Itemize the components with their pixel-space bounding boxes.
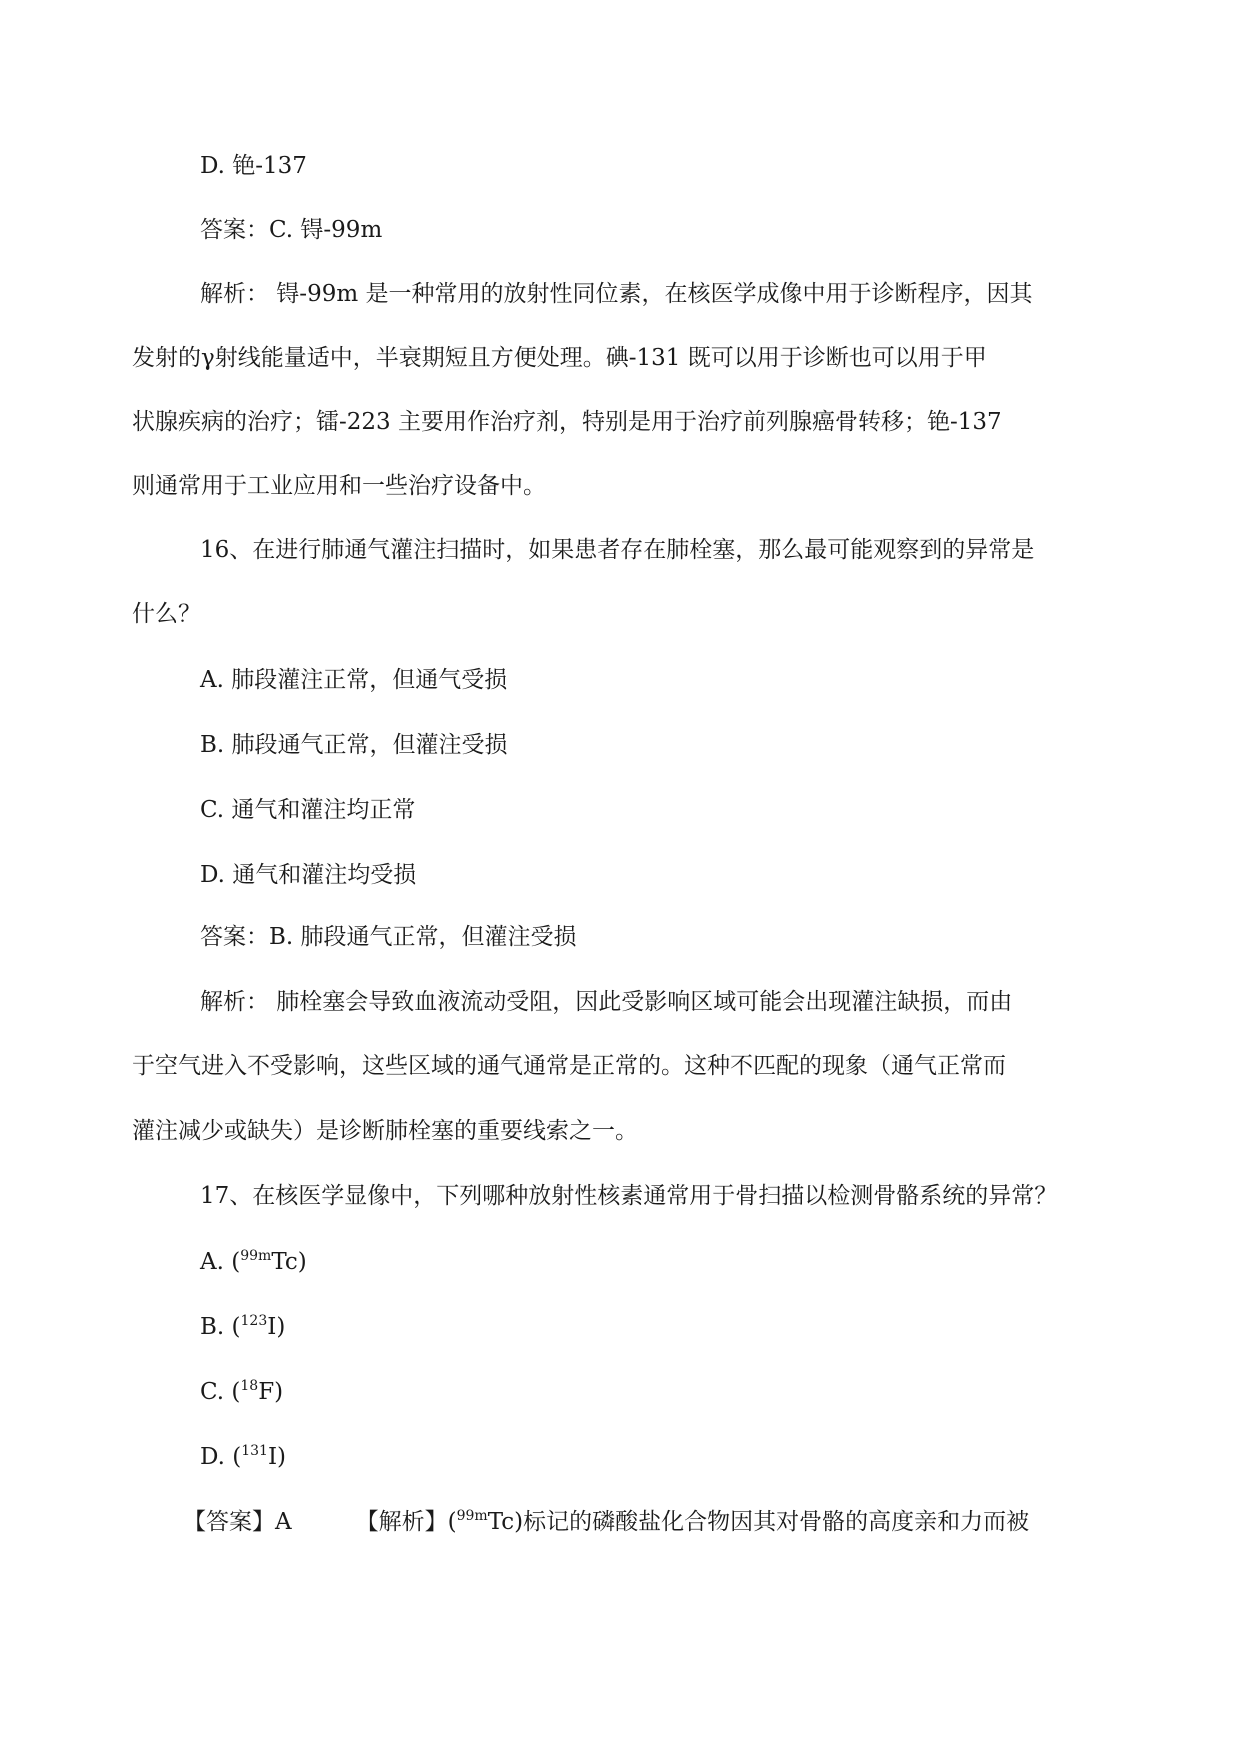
q15-analysis-line-3: 状腺疾病的治疗；镭-223 主要用作治疗剂，特别是用于治疗前列腺癌骨转移；铯-137: [132, 409, 1002, 435]
q17-option-c: C. ($^{18}$F): [200, 1378, 284, 1405]
q16-option-b: B. 肺段通气正常，但灌注受损: [200, 732, 508, 758]
q17-option-b: B. ($^{123}$I): [200, 1313, 286, 1340]
q16-option-d: D. 通气和灌注均受损: [200, 862, 417, 888]
q17-answer-analysis: 【答案】A 【解析】($^{99m}$Tc)标记的磷酸盐化合物因其对骨骼的高度亲和力而被: [183, 1508, 1030, 1535]
q15-analysis-line-2: 发射的γ射线能量适中，半衰期短且方便处理。碘-131 既可以用于诊断也可以用于甲: [132, 345, 987, 371]
q15-answer: 答案：C. 锝-99m: [200, 217, 383, 243]
q16-analysis-line-1: 解析： 肺栓塞会导致血液流动受阻，因此受影响区域可能会出现灌注缺损，而由: [200, 989, 1013, 1015]
q16-analysis-line-2: 于空气进入不受影响，这些区域的通气通常是正常的。这种不匹配的现象（通气正常而: [132, 1053, 1006, 1079]
q16-option-c: C. 通气和灌注均正常: [200, 797, 416, 823]
q15-analysis-line-4: 则通常用于工业应用和一些治疗设备中。: [132, 473, 546, 499]
q17-analysis-label: 【解析】: [355, 1509, 448, 1535]
q16-answer: 答案：B. 肺段通气正常，但灌注受损: [200, 924, 577, 950]
q16-question-line-2: 什么？: [132, 601, 201, 627]
q15-analysis-line-1: 解析： 锝-99m 是一种常用的放射性同位素，在核医学成像中用于诊断程序，因其: [200, 281, 1033, 307]
q17-answer-label: 【答案】A: [183, 1509, 292, 1535]
q16-question-line-1: 16、在进行肺通气灌注扫描时，如果患者存在肺栓塞，那么最可能观察到的异常是: [200, 537, 1035, 563]
q16-option-a: A. 肺段灌注正常，但通气受损: [200, 667, 508, 693]
q15-option-d: D. 铯-137: [200, 153, 307, 179]
q17-question: 17、在核医学显像中，下列哪种放射性核素通常用于骨扫描以检测骨骼系统的异常？: [200, 1183, 1058, 1209]
q17-option-d: D. ($^{131}$I): [200, 1443, 287, 1470]
q16-analysis-line-3: 灌注减少或缺失）是诊断肺栓塞的重要线索之一。: [132, 1118, 638, 1144]
q17-option-a: A. ($^{99m}$Tc): [200, 1248, 307, 1275]
